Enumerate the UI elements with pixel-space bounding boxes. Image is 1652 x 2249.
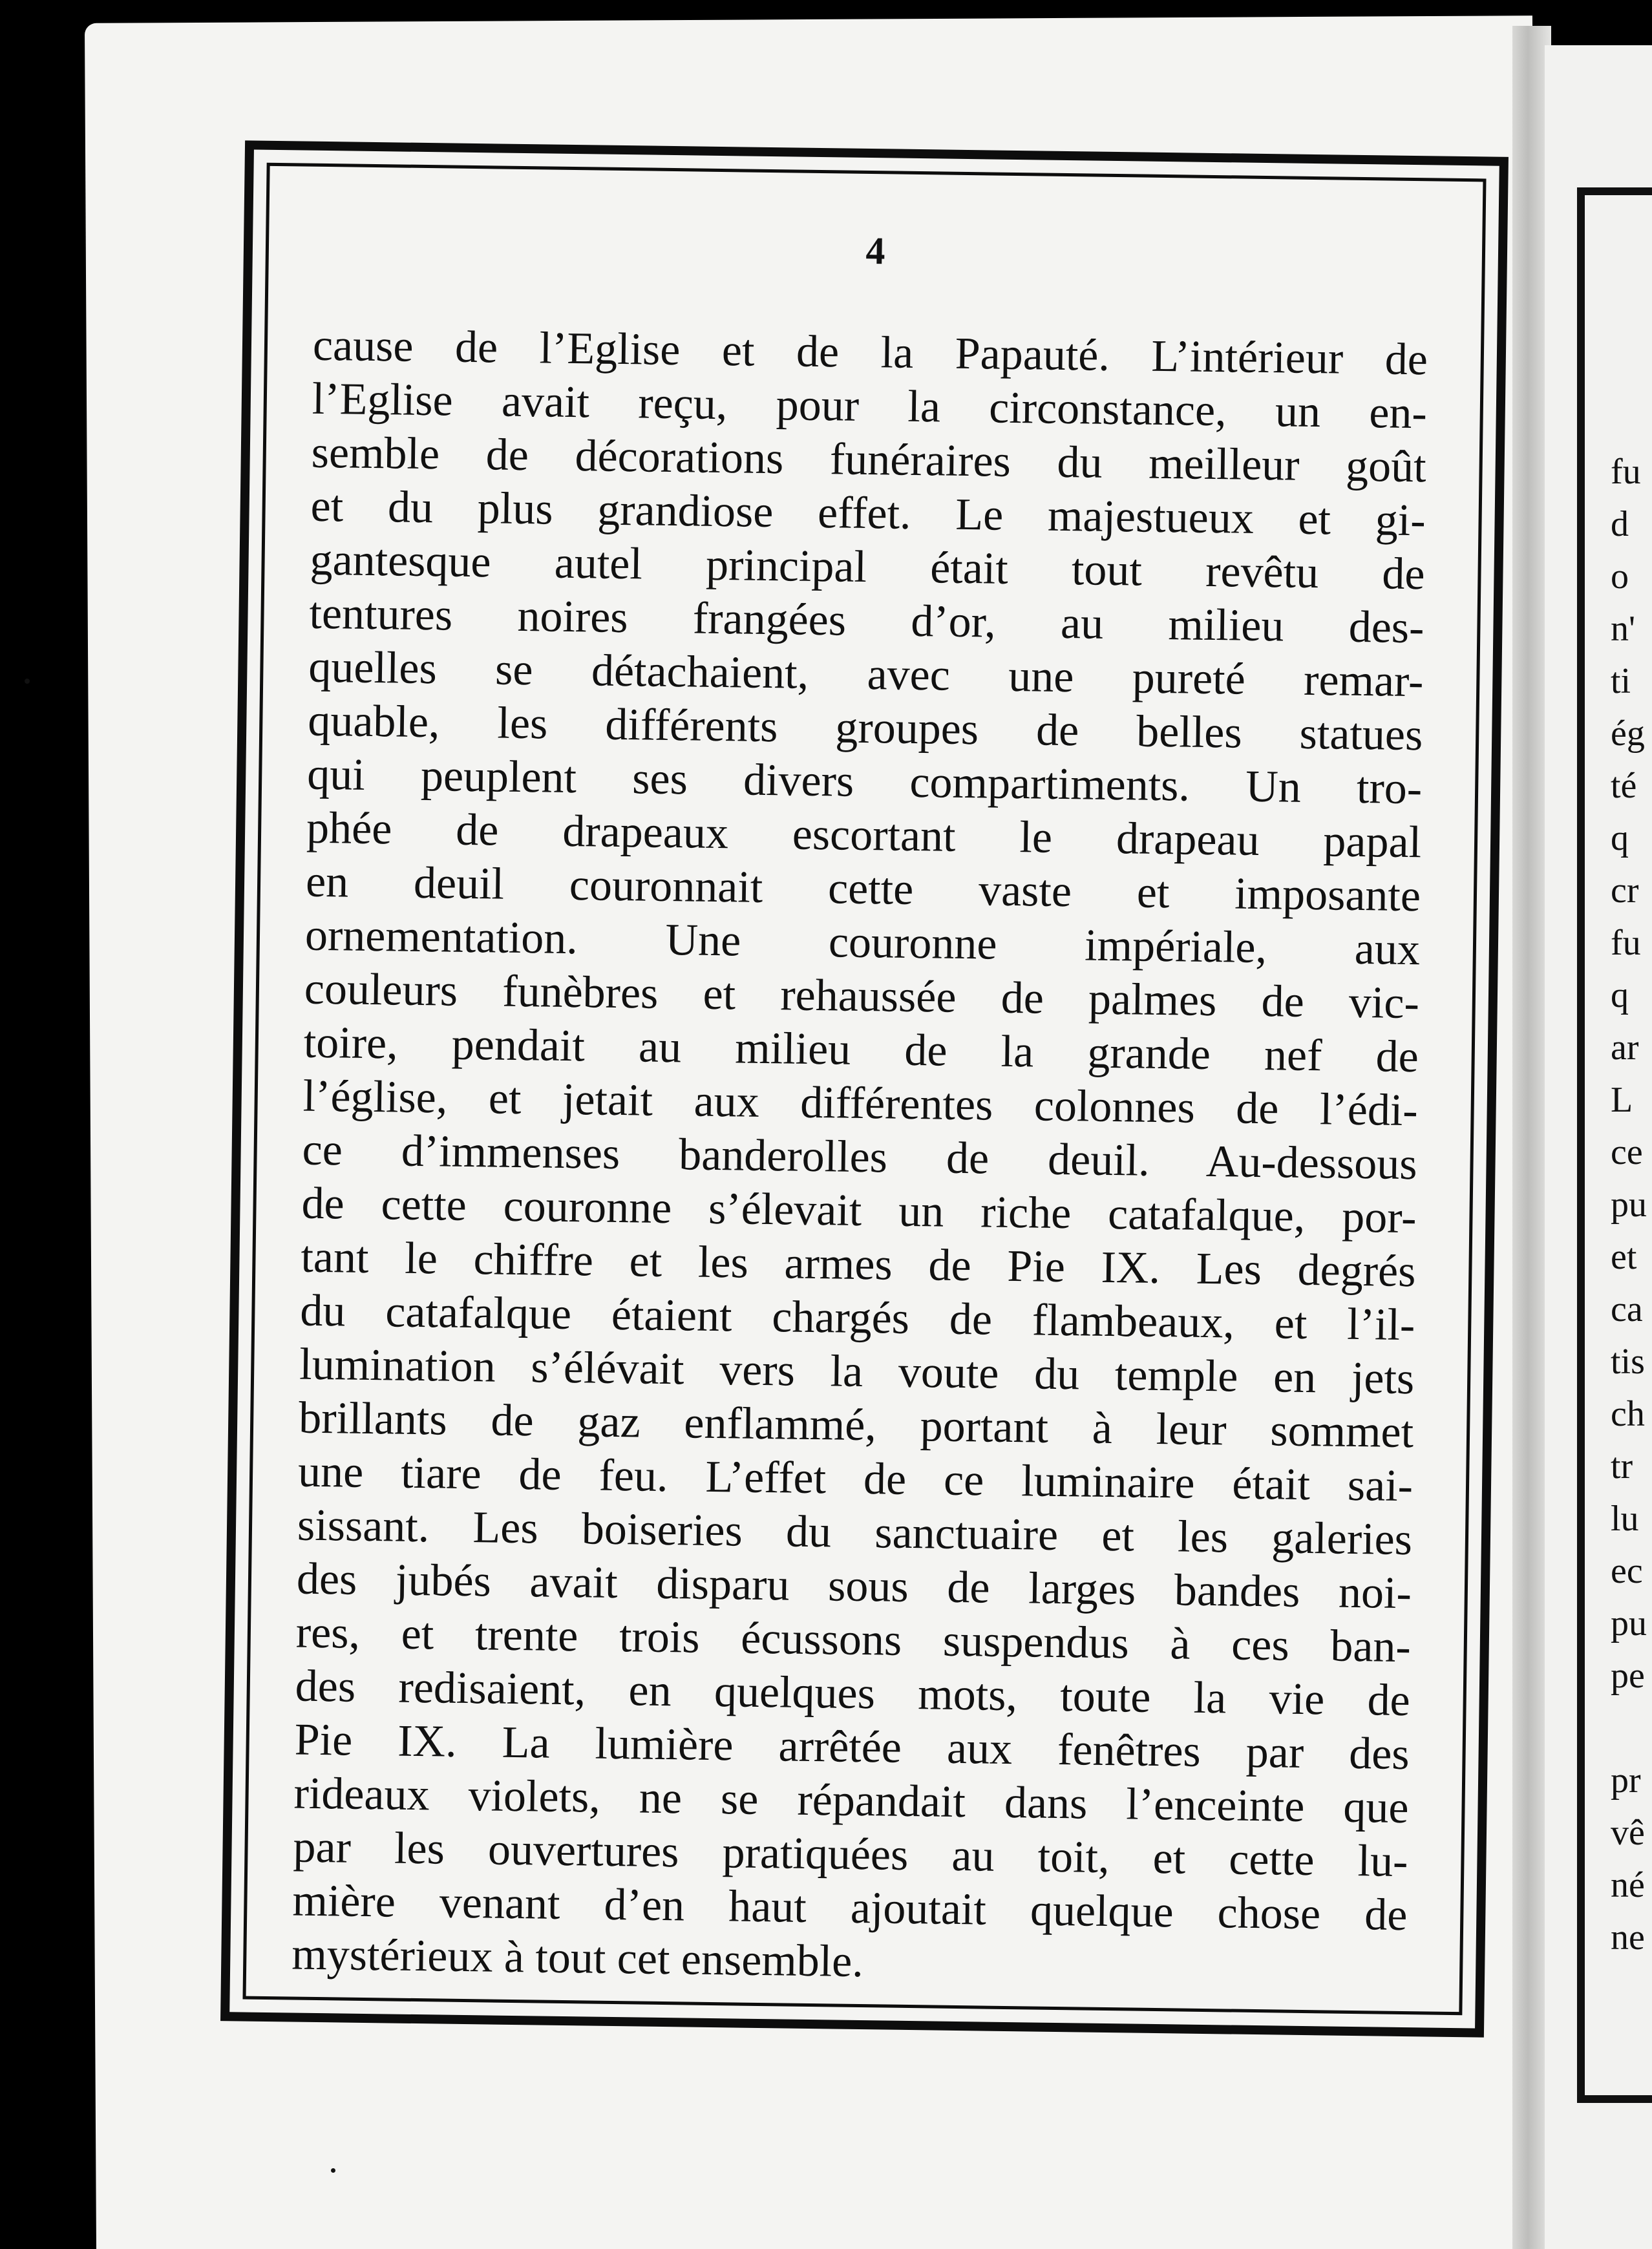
text-line: tant le chiffre et les armes de Pie IX. Les degrés <box>301 1232 1416 1297</box>
text-line: mystérieux à tout cet ensemble. <box>291 1929 864 1987</box>
text-line: en deuil couronnait cette vaste et imposante <box>305 856 1421 922</box>
text-line: mière venant d’en haut ajoutait quelque chose de <box>291 1875 1408 1941</box>
text-line: lumination s’élévait vers la voute du temple en jets <box>299 1339 1415 1404</box>
body-text <box>291 319 1428 1996</box>
text-line: semble de décorations funéraires du meilleur goût <box>311 427 1427 492</box>
text-line: couleurs funèbres et rehaussée de palmes de vic- <box>304 964 1420 1029</box>
text-line: sissant. Les boiseries du sanctuaire et les galeries <box>297 1500 1413 1565</box>
text-line: Pie IX. La lumière arrêtée aux fenêtres par des <box>294 1715 1410 1780</box>
text-line: du catafalque étaient chargés de flambeaux, et l’il- <box>299 1285 1415 1351</box>
right-page <box>1545 45 1652 2249</box>
text-line: et du plus grandiose effet. Le majestueux et gi- <box>310 481 1426 546</box>
text-line: de cette couronne s’élevait un riche catafalque, por- <box>301 1178 1417 1243</box>
text-line: ornementation. Une couronne impériale, aux <box>304 910 1421 975</box>
text-line: gantesque autel principal était tout revêtu de <box>310 534 1426 600</box>
text-line: res, et trente trois écussons suspendus à ces ban- <box>295 1607 1412 1673</box>
text-line: rideaux violets, ne se répandait dans l’enceinte que <box>293 1768 1410 1833</box>
text-line: toire, pendait au milieu de la grande nef de <box>303 1017 1419 1082</box>
mourning-border-frame <box>220 140 1509 2037</box>
text-line: phée de drapeaux escortant le drapeau papal <box>306 803 1422 868</box>
text-line: ce d’immenses banderolles de deuil. Au-dessous <box>302 1124 1418 1190</box>
text-line: quelles se détachaient, avec une pureté remar- <box>308 642 1424 707</box>
text-line: une tiare de feu. L’effet de ce luminaire était sai- <box>297 1446 1414 1512</box>
text-line: brillants de gaz enflammé, portant à leur sommet <box>298 1393 1414 1458</box>
text-line: l’Eglise avait reçu, pour la circonstance, un en- <box>312 374 1428 439</box>
page-number: 4 <box>865 229 885 273</box>
right-page-text-fragments: fu d o n' ti ég té q cr fu q ar L ce pu et ca tis ch tr lu ec pu pe pr vê né ne <box>1611 452 1647 1958</box>
text-line: tentures noires frangées d’or, au milieu des- <box>309 588 1424 653</box>
text-line: cause de l’Eglise et de la Papauté. L’intérieur de <box>312 320 1428 385</box>
text-line: par les ouvertures pratiquées au toit, et cette lu- <box>293 1822 1408 1887</box>
text-line: des jubés avait disparu sous de larges bandes noi- <box>296 1554 1412 1619</box>
text-line: l’église, et jetait aux différentes colonnes de l’édi- <box>302 1071 1419 1136</box>
text-line: des redisaient, en quelques mots, toute la vie de <box>295 1661 1411 1726</box>
ink-speck <box>25 679 30 684</box>
text-line: quable, les différents groupes de belles statues <box>307 695 1423 761</box>
ink-speck <box>331 2168 335 2173</box>
text-line: qui peuplent ses divers compartiments. Un tro- <box>306 749 1423 814</box>
